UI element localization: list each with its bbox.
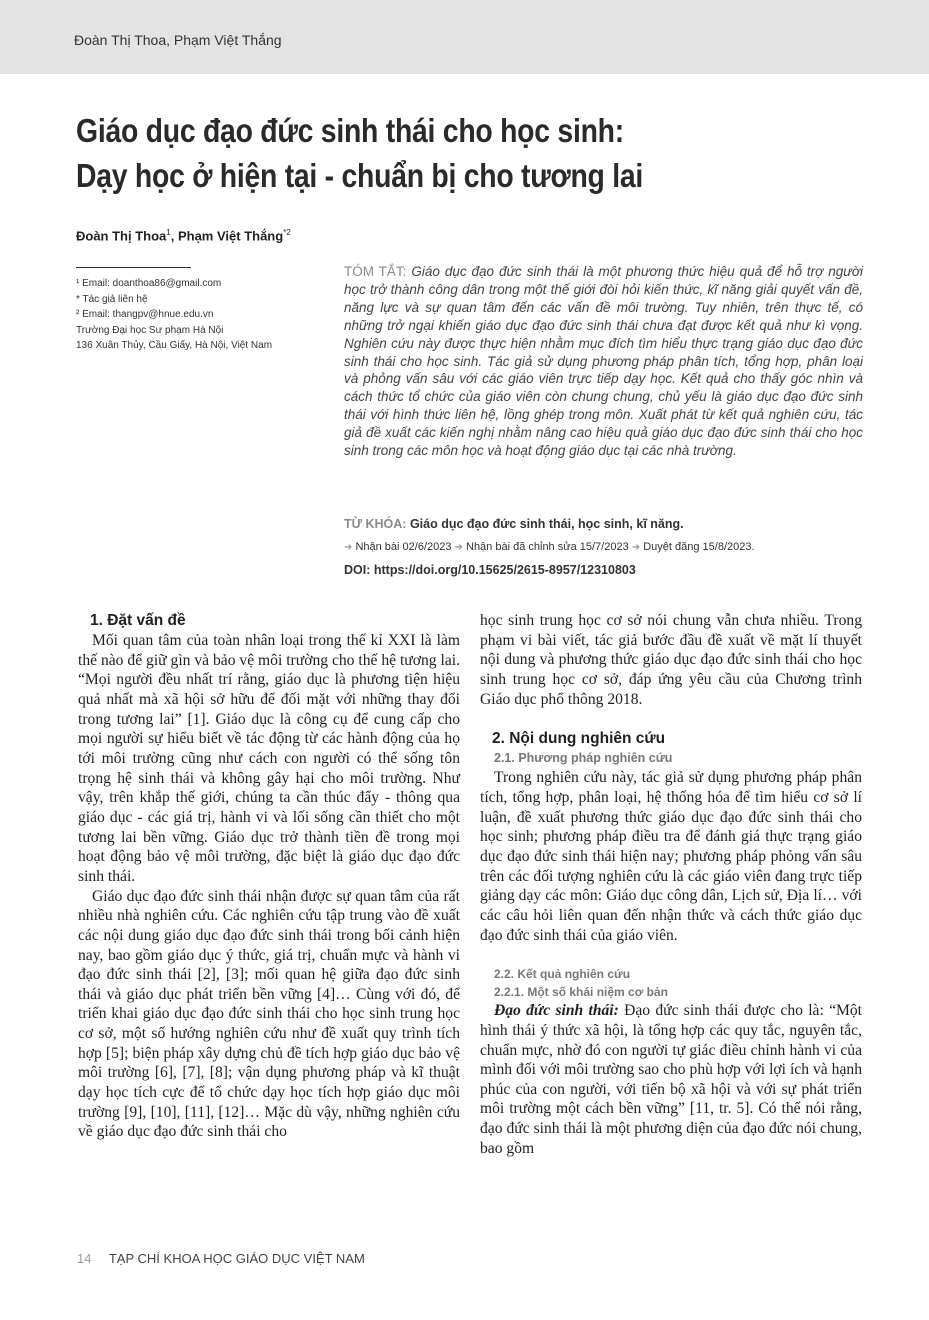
author-footnotes [76,276,336,354]
section-2-2-1-paragraph [480,1001,862,1158]
abstract-label: TÓM TẮT: [344,264,407,279]
author-list: Đoàn Thị Thoa$^1$, Phạm Việt Thắng$^{*2}$ [76,228,291,244]
keywords [344,517,684,531]
footnote-email-2: ² Email: thangpv@hnue.edu.vn [76,309,214,321]
article-dates [344,541,755,553]
section-2-2-1-heading: 2.2.1. Một số khái niệm cơ bản [494,985,668,1000]
footnote-address: 136 Xuân Thủy, Cầu Giấy, Hà Nội, Việt Nam [76,340,273,352]
footnote-corresponding: * Tác giả liên hệ [76,293,148,305]
title-line-1: Giáo dục đạo đức sinh thái cho học sinh: [76,112,624,149]
keywords-label: TỪ KHÓA: [344,517,407,531]
abstract-text: Giáo dục đạo đức sinh thái là một phương thức hiệu quả để hỗ trợ người học trở thành công dân trong một thế giới đòi hỏi kiến thức, kĩ năng giải quyết vấn đề, năng lực và sự quan tâm đến các vấn đề môi trường. Tuy nhiên, trên thực tế, có những trở ngại khiến giáo dục đạo đức sinh thái chưa đạt được kết quả như kì vọng. Nghiên cứu này được thực hiện nhằm mục đích tìm hiểu thực trạng giáo dục đạo đức sinh thái cho học sinh. Tác giả sử dụng phương pháp phân tích, tổng hợp, phân loại và phỏng vấn sâu với các giáo viên trực tiếp dạy học. Kết quả cho thấy góc nhìn và cách thức tổ chức của giáo viên còn chung chung, chủ yếu là giáo dục đạo đức sinh thái với hình thức liên hệ, lồng ghép trong môn. Xuất phát từ kết quả nghiên cứu, tác giả đề xuất các kiến nghị nhằm nâng cao hiệu quả giáo dục đạo đức sinh thái cho học sinh trong các môn học và hoạt động giáo dục tại các nhà trường. [344,264,863,459]
running-header [0,0,929,74]
page-footer [77,1251,365,1266]
section-2-1-heading: 2.1. Phương pháp nghiên cứu [494,751,673,766]
arrow-right-icon: ➜ [454,542,463,553]
page-number: 14 [77,1251,92,1266]
date-accepted: Duyệt đăng 15/8/2023. [643,541,755,553]
author-1: Đoàn Thị Thoa [76,228,167,244]
author-2: Phạm Việt Thắng [177,228,284,244]
term-ecological-ethics: Đạo đức sinh thái: [494,1002,619,1020]
title-line-2: Dạy học ở hiện tại - chuẩn bị cho tương lai [76,157,644,194]
date-revised: Nhận bài đã chỉnh sửa 15/7/2023 [466,541,629,553]
author-1-affiliation-mark: 1 [166,228,171,237]
arrow-right-icon: ➜ [631,542,641,553]
footnote-affiliation: Trường Đại học Sư phạm Hà Nội [76,324,224,336]
section-2-2-1-text: Đạo đức sinh thái được cho là: “Một hình thái ý thức xã hội, là tổng hợp các quy tắc, nguyên tắc, chuẩn mực, nhờ đó con người tự giác điều chỉnh hành vi của mình đối với môi trường sao cho phù hợp với lợi ích và hạnh phúc của con người, với tiến bộ xã hội và với sự phát triển môi trường một cách bền vững” [11, tr. 5]. Có thể nói rằng, đạo đức sinh thái là một phương diện của đạo đức nói chung, bao gồm [480,1002,862,1157]
section-1-paragraph-2: Giáo dục đạo đức sinh thái nhận được sự quan tâm của rất nhiều nhà nghiên cứu. Các nghiên cứu tập trung vào đề xuất các nội dung giáo dục đạo đức sinh thái trong bối cảnh hiện nay, bao gồm giáo dục ý thức, giá trị, chuẩn mực và hành vi đạo đức sinh thái [2], [3]; mối quan hệ giữa đạo đức sinh thái và giáo dục phát triển bền vững [4]… Cùng với đó, để triển khai giáo dục đạo đức sinh thái cho học sinh trung học cơ sở, một số hướng nghiên cứu như đề xuất quy trình tích hợp [5]; biện pháp xây dựng chủ đề tích hợp giáo dục bảo vệ môi trường [6], [7], [8]; vận dụng phương pháp và kĩ thuật dạy học tích cực để tổ chức dạy học tích hợp giáo dục môi trường [9], [10], [11], [12]… Mặc dù vậy, những nghiên cứu về giáo dục đạo đức sinh thái cho [78,887,460,1141]
abstract [344,263,863,460]
body-column-left [78,611,460,1142]
section-1-paragraph-1: Mối quan tâm của toàn nhân loại trong thế kỉ XXI là làm thế nào để giữ gìn và bảo vệ môi trường cho thế hệ tương lai. “Mọi người đều nhất trí rằng, giáo dục là phương tiện hiệu quả nhất mà xã hội sở hữu để đối mặt với những thay đổi trong tương lai” [1]. Giáo dục là công cụ để cung cấp cho mọi người sự hiểu biết về tác động từ các hành động của họ tới môi trường cũng như cách con người có thể sống tôn trọng hệ sinh thái và không gây hại cho môi trường. Như vậy, trên khắp thế giới, chúng ta cần thúc đẩy - thông qua giáo dục - các giá trị, hành vi và lối sống cần thiết cho một tương lai bền vững. Giáo dục trở thành tiền đề trong mọi hoạt động bảo vệ môi trường, đặc biệt là giáo dục đạo đức sinh thái. [78,632,460,885]
footnote-divider [76,267,191,268]
section-2-2-heading: 2.2. Kết quả nghiên cứu [494,967,631,982]
section-1-heading: 1. Đặt vấn đề [90,612,186,629]
author-2-affiliation-mark: *2 [283,228,291,237]
section-2-1-paragraph: Trong nghiên cứu này, tác giả sử dụng phương pháp phân tích, tổng hợp, phân loại, hệ thống hóa để tìm hiểu cơ sở lí luận, đề xuất phương thức giáo dục đạo đức sinh thái cho học sinh; phương pháp điều tra để đánh giá thực trạng giáo dục đạo đức sinh thái hiện nay; phương pháp phỏng vấn sâu trên các đối tượng nghiên cứu là các giáo viên đang trực tiếp giảng dạy các môn: Giáo dục công dân, Lịch sử, Địa lí… với các câu hỏi liên quan đến nhận thức và cách thức giáo dục đạo đức sinh thái của giáo viên. [480,769,862,944]
section-1-paragraph-2-continued: học sinh trung học cơ sở nói chung vẫn chưa nhiều. Trong phạm vi bài viết, tác giả bước đầu đề xuất về mặt lí thuyết nội dung và phương thức giáo dục đạo đức sinh thái cho học sinh trung học cơ sở, đáp ứng yêu cầu của Chương trình Giáo dục phổ thông 2018. [480,612,862,708]
article-title [76,108,764,198]
running-header-authors: Đoàn Thị Thoa, Phạm Việt Thắng [74,32,282,48]
date-received: Nhận bài 02/6/2023 [355,541,452,553]
doi-link[interactable]: DOI: https://doi.org/10.15625/2615-8957/12310803 [344,563,636,577]
body-column-right [480,611,862,1158]
section-2-heading: 2. Nội dung nghiên cứu [492,730,666,748]
footnote-email-1: ¹ Email: doanthoa86@gmail.com [76,278,222,289]
arrow-right-icon: ➜ [344,542,353,553]
journal-name: TẠP CHÍ KHOA HỌC GIÁO DỤC VIỆT NAM [108,1251,365,1266]
keywords-text: Giáo dục đạo đức sinh thái, học sinh, kĩ năng. [409,517,684,531]
